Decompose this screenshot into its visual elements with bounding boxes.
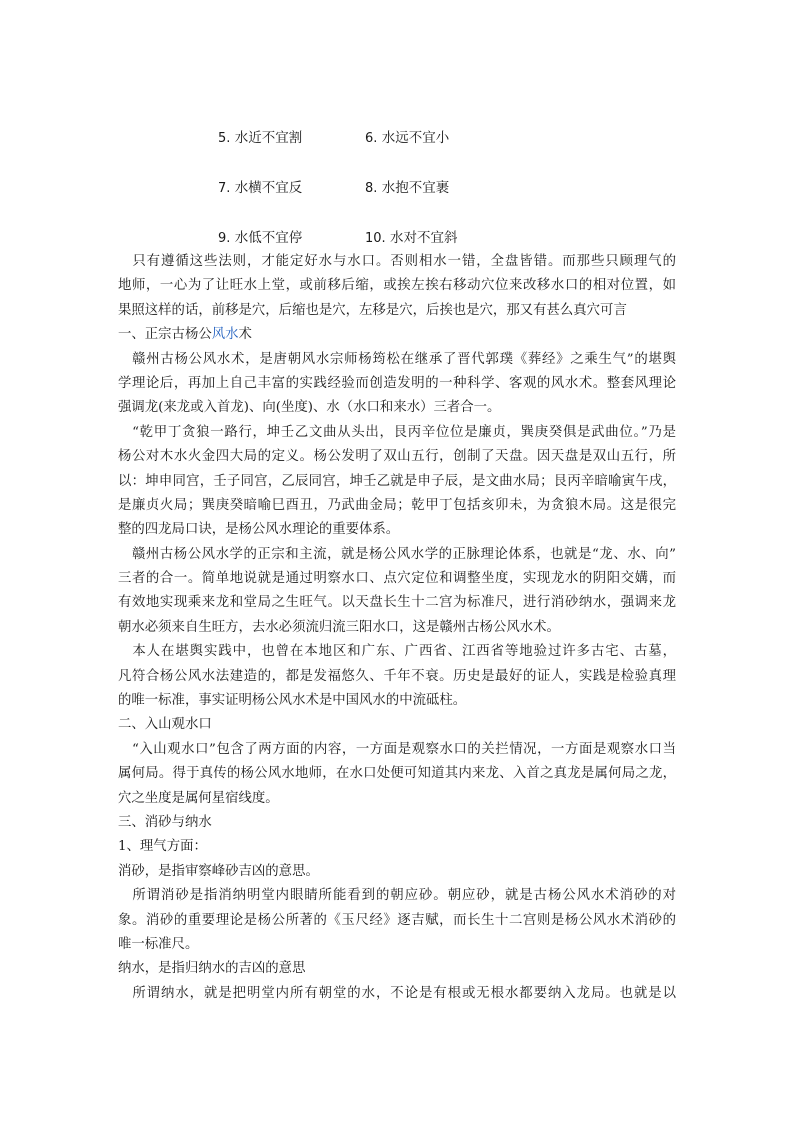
paragraph-line: 强调龙(来龙或入首龙)、向(坐度)、水（水口和来水）三者合一。 [118,400,501,416]
rule-item: 8. 水抱不宜裹 [365,180,450,196]
paragraph-line: 以：坤申同宫，壬子同宫，乙辰同宫，坤壬乙就是申子辰，是文曲水局；艮丙辛暗喻寅午戌， [118,473,676,489]
paragraph-line: 的唯一标准，事实证明杨公风水术是中国风水的中流砥柱。 [118,693,467,709]
section-heading: 三、消砂与纳水 [118,814,212,830]
paragraph-line: 所谓消砂是指消纳明堂内眼睛所能看到的朝应砂。朝应砂，就是古杨公风水术消砂的对 [118,888,676,904]
paragraph-line: 地师，一心为了让旺水上堂，或前移后缩，或挨左挨右移动穴位来改移水口的相对位置，如 [118,278,676,294]
paragraph-line: 整的四龙局口诀，是杨公风水理论的重要体系。 [118,522,400,538]
rule-item: 9. 水低不宜停 [218,230,303,246]
paragraph-line: 是廉贞火局；巽庚癸暗喻巳酉丑，乃武曲金局；乾甲丁包括亥卯未，为贪狼木局。这是很完 [118,497,676,513]
rule-item: 10. 水对不宜斜 [365,230,458,246]
paragraph-line: 赣州古杨公风水术，是唐朝风水宗师杨筠松在继承了晋代郭璞《葬经》之乘生气”的堪舆 [118,351,676,367]
paragraph-line: 有效地实现乘来龙和堂局之生旺气。以天盘长生十二宫为标准尺，进行消砂纳水，强调来龙 [118,595,676,611]
rule-item: 5. 水近不宜割 [218,130,303,146]
paragraph-line: 所谓纳水，就是把明堂内所有朝堂的水，不论是有根或无根水都要纳入龙局。也就是以 [118,985,676,1001]
paragraph-line: 唯一标准尺。 [118,936,199,952]
paragraph-line: 果照这样的话，前移是穴，后缩也是穴，左移是穴，后挨也是穴，那又有甚么真穴可言 [118,302,627,318]
rule-item: 6. 水远不宜小 [365,130,450,146]
paragraph-line: 赣州古杨公风水学的正宗和主流，就是杨公风水学的正脉理论体系，也就是“龙、水、向” [118,546,676,562]
section-heading: 一、正宗古杨公风水术 [118,327,252,343]
paragraph-line: 凡符合杨公风水法建造的，都是发福悠久、千年不衰。历史是最好的证人，实践是检验真理 [118,668,676,684]
section-heading: 二、入山观水口 [118,717,212,733]
rule-item: 7. 水横不宜反 [218,180,303,196]
paragraph-line: 属何局。得于真传的杨公风水地师，在水口处便可知道其内来龙、入首之真龙是属何局之龙， [118,766,676,782]
paragraph-line: “入山观水口”包含了两方面的内容，一方面是观察水口的关拦情况，一方面是观察水口当 [118,741,676,757]
paragraph-line: 只有遵循这些法则，才能定好水与水口。否则相水一错，全盘皆错。而那些只顾理气的 [118,254,676,269]
paragraph-line: 三者的合一。简单地说就是通过明察水口、点穴定位和调整坐度，实现龙水的阴阳交媾，而 [118,571,676,587]
subsection-heading: 1、理气方面： [118,839,207,855]
paragraph-line: 本人在堪舆实践中，也曾在本地区和广东、广西省、江西省等地验过许多古宅、古墓， [118,644,676,660]
paragraph-line: 学理论后，再加上自己丰富的实践经验而创造发明的一种科学、客观的风水术。整套风理论 [118,375,676,391]
paragraph-line: 杨公对木水火金四大局的定义。杨公发明了双山五行，创制了天盘。因天盘是双山五行，所 [118,449,676,465]
paragraph-line: “乾甲丁贪狼一路行，坤壬乙文曲从头出，艮丙辛位位是廉贞，巽庚癸俱是武曲位。”乃是 [118,424,676,440]
body-text [118,250,676,1006]
paragraph-line: 象。消砂的重要理论是杨公所著的《玉尺经》逐吉赋，而长生十二宫则是杨公风水术消砂的 [118,912,676,928]
fengshui-link[interactable]: 风水 [211,327,239,343]
paragraph-line: 穴之坐度是属何星宿线度。 [118,790,279,806]
paragraph-line: 消砂，是指审察峰砂吉凶的意思。 [118,863,319,879]
paragraph-line: 朝水必须来自生旺方，去水必须流归流三阳水口，这是赣州古杨公风水术。 [118,619,560,635]
paragraph-line: 纳水，是指归纳水的吉凶的意思 [118,961,306,977]
